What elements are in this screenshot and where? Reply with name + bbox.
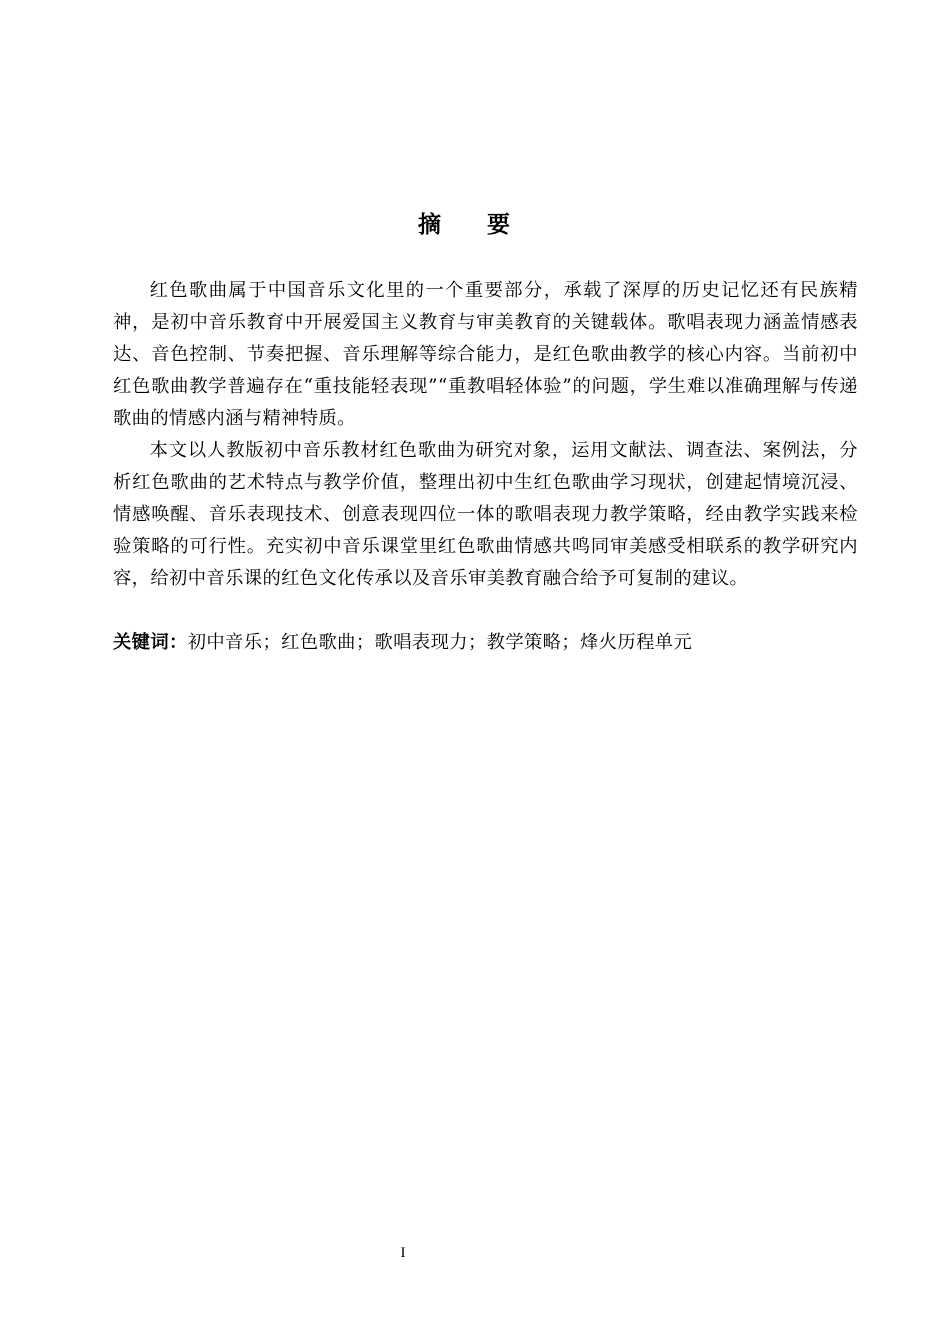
keywords-label: 关键词： <box>113 632 188 653</box>
abstract-paragraph-2: 本文以人教版初中音乐教材红色歌曲为研究对象，运用文献法、调查法、案例法，分析红色歌曲的艺术特点与教学价值，整理出初中生红色歌曲学习现状，创建起情境沉浸、情感唤醒、音乐表现技术、创意表现四位一体的歌唱表现力教学策略，经由教学实践来检验策略的可行性。充实初中音乐课堂里红色歌曲情感共鸣同审美感受相联系的教学研究内容，给初中音乐课的红色文化传承以及音乐审美教育融合给予可复制的建议。 <box>113 440 858 589</box>
keywords-line <box>113 627 858 659</box>
abstract-title: 摘要 <box>418 212 556 238</box>
page-number: I <box>400 1245 406 1261</box>
abstract-body <box>113 275 858 595</box>
abstract-paragraph-1: 红色歌曲属于中国音乐文化里的一个重要部分，承载了深厚的历史记忆还有民族精神，是初中音乐教育中开展爱国主义教育与审美教育的关键载体。歌唱表现力涵盖情感表达、音色控制、节奏把握、音乐理解等综合能力，是红色歌曲教学的核心内容。当前初中红色歌曲教学普遍存在“重技能轻表现”“重教唱轻体验”的问题，学生难以准确理解与传递歌曲的情感内涵与精神特质。 <box>113 280 858 429</box>
keywords-text: 初中音乐；红色歌曲；歌唱表现力；教学策略；烽火历程单元 <box>187 632 693 653</box>
